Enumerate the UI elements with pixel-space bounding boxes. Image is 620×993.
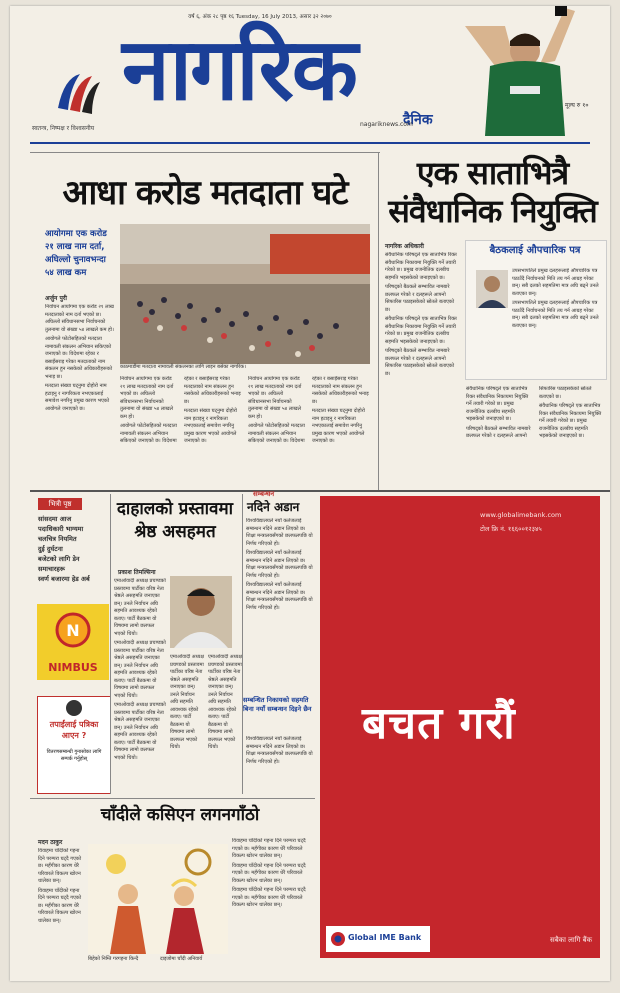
second-byline: नागरिक अधिकारी — [385, 243, 424, 250]
nimbus-logo-icon — [37, 604, 109, 654]
list-item: सांसदमा आज — [38, 515, 72, 523]
story4-headline: नदिने अडान — [247, 500, 300, 514]
lead-byline: अर्जुन पुरी — [45, 295, 67, 302]
rule — [30, 152, 380, 153]
bank-ad-slogan: बचत गरौं — [362, 698, 516, 749]
inside-pages-label: भित्री पृष्ठ — [38, 498, 82, 510]
cricketer-photo — [455, 6, 595, 136]
story4-kicker: सम्बन्धन — [253, 490, 275, 498]
feature-byline: मदन ठाकुर — [38, 839, 63, 846]
bank-ad-tagline: सबैका लागि बैंक — [550, 936, 593, 944]
bank-logo-icon — [329, 926, 347, 952]
delivery-icon — [38, 697, 110, 719]
nimbus-ad — [37, 604, 109, 680]
author-photo — [476, 270, 508, 308]
cartoon-caption-1: बिहेको निम्ति गरगहना किन्दै — [88, 956, 139, 962]
rule — [378, 152, 379, 492]
bank-ad-tel: टोल फ्रि नं. १६६००१२३४५ — [480, 525, 542, 533]
site-url: nagariknews.com — [360, 121, 413, 128]
opinion-body: उपसभापतिले प्रमुख दलहरूलाई औपचारिक पत्र पठाउँदै निर्वाचनको मिति तय गर्न आग्रह गरेका छन्। सबै दलको सहमतिमा मात्र अघि बढ्ने उनले बताएका छन्। उपसभापतिले प्रमुख दलहरूलाई औपचारिक पत्र पठाउँदै निर्वाचनको मिति तय गर्न आग्रह गरेका छन्। सबै दलको सहमतिमा मात्र अघि बढ्ने उनले बताएका छन्। — [512, 268, 599, 329]
masthead-rule — [30, 136, 590, 144]
delivery-ad-sub: वितरणसम्बन्धी गुनासोका लागि सम्पर्क गर्नुहोस् — [46, 749, 102, 762]
story4-body-end: विश्वविद्यालयले नयाँ कलेजलाई सम्बन्धन नदिने अडान लिएको छ। शिक्षा मन्त्रालयसँगको छलफलपछि यो निर्णय गरिएको हो। — [246, 736, 313, 765]
opinion-title: बैठकलाई औपचारिक पत्र — [489, 245, 581, 256]
second-headline: एक साताभित्रै संवैधानिक नियुक्ति — [388, 154, 597, 230]
feature-body-col1: विवाहमा चाँदीको गहना दिने परम्परा घट्दै गएको छ। महँगीका कारण धेरै परिवारले विकल्प खोज्न थालेका छन्। विवाहमा चाँदीको गहना दिने परम्परा घट्दै गएको छ। महँगीका कारण धेरै परिवारले विकल्प खोज्न थालेका छन्। — [38, 848, 81, 924]
nagarik-logo-icon — [50, 68, 102, 120]
bank-logo-text: Global IME Bank — [348, 933, 422, 942]
rule — [30, 798, 315, 799]
story4-body: विश्वविद्यालयले नयाँ कलेजलाई सम्बन्धन नदिने अडान लिएको छ। शिक्षा मन्त्रालयसँगको छलफलपछि यो निर्णय गरिएको हो। विश्वविद्यालयले नयाँ कलेजलाई सम्बन्धन नदिने अडान लिएको छ। शिक्षा मन्त्रालयसँगको छलफलपछि यो निर्णय गरिएको हो। विश्वविद्यालयले नयाँ कलेजलाई सम्बन्धन नदिने अडान लिएको छ। शिक्षा मन्त्रालयसँगको छलफलपछि यो निर्णय गरिएको हो। — [246, 518, 313, 611]
dateline: वर्ष ६, अंक २८ पृष्ठ १६ Tuesday, 16 July 2013, असार ३२ २०७० — [188, 14, 332, 20]
list-item: समाचारहरू — [38, 565, 65, 573]
story3-byline: प्रकाश तिमल्सिना — [118, 569, 156, 576]
story3-body-col1: एमाओवादी अध्यक्ष प्रचण्डको प्रस्तावमा पार्टीका वरिष्ठ नेता श्रेष्ठले असहमति जनाएका छन्। उनले निर्वाचन अघि सहमति आवश्यक रहेको बताए। पार्टी बैठकमा यो विषयमा लामो छलफल भएको थियो। एमाओवादी अध्यक्ष प्रचण्डको प्रस्तावमा पार्टीका वरिष्ठ नेता श्रेष्ठले असहमति जनाएका छन्। उनले निर्वाचन अघि सहमति आवश्यक रहेको बताए। पार्टी बैठकमा यो विषयमा लामो छलफल भएको थियो। एमाओवादी अध्यक्ष प्रचण्डको प्रस्तावमा पार्टीका वरिष्ठ नेता श्रेष्ठले असहमति जनाएका छन्। उनले निर्वाचन अघि सहमति आवश्यक रहेको बताए। पार्टी बैठकमा यो विषयमा लामो छलफल भएको थियो। — [114, 578, 166, 761]
list-item: चलचित्र नियमित — [38, 535, 77, 543]
lead-body-cols: निर्वाचन आयोगमा एक करोड २१ लाख मतदाताको नाम दर्ता भएको छ। अघिल्लो संविधानसभा निर्वाचनको तुलनामा यो संख्या ५४ लाखले कम हो। आयोगले फोटोसहितको मतदाता नामावली संकलन अभियान सकिएको जनाएको छ। विदेशमा रहेका र बसाइँसराइ गरेका मतदाताको नाम संकलन हुन नसकेको अधिकारीहरूको भनाइ छ। मतदाता संख्या घट्नुमा दोहोरो नाम हटाइनु र नागरिकता नभएकालाई समावेश नगरिनु प्रमुख कारण भएको आयोगले जनाएको छ। निर्वाचन आयोगमा एक करोड २१ लाख मतदाताको नाम दर्ता भएको छ। अघिल्लो संविधानसभा निर्वाचनको तुलनामा यो संख्या ५४ लाखले कम हो। आयोगले फोटोसहितको मतदाता नामावली संकलन अभियान सकिएको जनाएको छ। विदेशमा रहेका र बसाइँसराइ गरेका मतदाताको नाम संकलन हुन नसकेको अधिकारीहरूको भनाइ छ। मतदाता संख्या घट्नुमा दोहोरो नाम हटाइनु र नागरिकता नभएकालाई समावेश नगरिनु प्रमुख कारण भएको आयोगले जनाएको छ। — [120, 376, 369, 444]
feature-body-col2: विवाहमा चाँदीको गहना दिने परम्परा घट्दै गएको छ। महँगीका कारण धेरै परिवारले विकल्प खोज्न थालेका छन्। विवाहमा चाँदीको गहना दिने परम्परा घट्दै गएको छ। महँगीका कारण धेरै परिवारले विकल्प खोज्न थालेका छन्। विवाहमा चाँदीको गहना दिने परम्परा घट्दै गएको छ। महँगीका कारण धेरै परिवारले विकल्प खोज्न थालेका छन्। — [232, 838, 306, 908]
lead-body-col1: निर्वाचन आयोगमा एक करोड २१ लाख मतदाताको नाम दर्ता भएको छ। अघिल्लो संविधानसभा निर्वाचनको तुलनामा यो संख्या ५४ लाखले कम हो। आयोगले फोटोसहितको मतदाता नामावली संकलन अभियान सकिएको जनाएको छ। विदेशमा रहेका र बसाइँसराइ गरेका मतदाताको नाम संकलन हुन नसकेको अधिकारीहरूको भनाइ छ। मतदाता संख्या घट्नुमा दोहोरो नाम हटाइनु र नागरिकता नभएकालाई समावेश नगरिनु प्रमुख कारण भएको आयोगले जनाएको छ। — [45, 304, 114, 412]
masthead-slogan: स्वतन्त्र, निष्पक्ष र विश्वसनीय — [32, 125, 95, 132]
story3-headline: दाहालको प्रस्तावमा श्रेष्ठ असहमत — [116, 499, 234, 542]
second-body-col1: संवैधानिक परिषद्ले एक साताभित्र रिक्त संवैधानिक निकायमा नियुक्ति गर्ने तयारी गरेको छ। प्रमुख राजनीतिक दलबीच सहमति भइसकेको जनाइएको छ। परिषद्को बैठकले सम्भावित नामबारे छलफल गरेको र दलहरूले आफ्नो सिफारिस पठाइसकेको स्रोतले बताएको छ। संवैधानिक परिषद्ले एक साताभित्र रिक्त संवैधानिक निकायमा नियुक्ति गर्ने तयारी गरेको छ। प्रमुख राजनीतिक दलबीच सहमति भइसकेको जनाइएको छ। परिषद्को बैठकले सम्भावित नामबारे छलफल गरेको र दलहरूले आफ्नो सिफारिस पठाइसकेको स्रोतले बताएको छ। — [385, 252, 457, 377]
bank-ad-url: www.globalimebank.com — [480, 511, 562, 519]
masthead-title: नागरिक — [122, 19, 356, 120]
lead-headline: आधा करोड मतदाता घटे — [62, 173, 348, 213]
story3-body-cols: एमाओवादी अध्यक्ष प्रचण्डको प्रस्तावमा पार्टीका वरिष्ठ नेता श्रेष्ठले असहमति जनाएका छन्। उनले निर्वाचन अघि सहमति आवश्यक रहेको बताए। पार्टी बैठकमा यो विषयमा लामो छलफल भएको थियो। एमाओवादी अध्यक्ष प्रचण्डको प्रस्तावमा पार्टीका वरिष्ठ नेता श्रेष्ठले असहमति जनाएका छन्। उनले निर्वाचन अघि सहमति आवश्यक रहेको बताए। पार्टी बैठकमा यो विषयमा लामो छलफल भएको थियो। — [170, 654, 242, 750]
newspaper-page — [10, 6, 610, 981]
svg-text:N: N — [66, 621, 80, 640]
voters-queue-photo — [120, 224, 370, 364]
lead-deck: आयोगमा एक करोड २१ लाख नाम दर्ता, अघिल्लो चुनावभन्दा ५४ लाख कम — [45, 229, 107, 278]
cartoon-illustration — [88, 844, 228, 954]
list-item: पदाधिकारी भाग्यमा — [38, 525, 84, 533]
rule — [30, 490, 610, 492]
list-item: स्वर्ण बजारमा हेड अर्ब — [38, 575, 90, 583]
feature-headline: चाँदीले कसिएन लगनगाँठो — [100, 805, 260, 825]
lead-photo-caption: काठमाडौंमा मतदाता नामावली संकलनका लागि लाइन बसेका नागरिक। — [120, 364, 247, 370]
rule — [242, 494, 243, 794]
list-item: बजेटको लागि डेन — [38, 555, 80, 563]
delivery-ad-title: तपाईंलाई पत्रिका आएन ? — [49, 720, 99, 740]
price-label: मूल्य रु १० — [565, 102, 589, 109]
story4-pullquote: सम्बन्धित निकायको सहमति बिना नयाँ सम्बन्धन दिइने छैन — [243, 696, 312, 713]
nimbus-text: NIMBUS — [48, 661, 98, 674]
list-item: दुई दुर्घटना — [38, 545, 63, 553]
bank-logo — [326, 926, 430, 952]
cartoon-caption-2: दाइजोमा चाँदी अनिवार्य — [160, 956, 203, 962]
delivery-ad — [37, 696, 111, 794]
politician-photo — [170, 576, 232, 648]
second-body-cols: संवैधानिक परिषद्ले एक साताभित्र रिक्त संवैधानिक निकायमा नियुक्ति गर्ने तयारी गरेको छ। प्रमुख राजनीतिक दलबीच सहमति भइसकेको जनाइएको छ। परिषद्को बैठकले सम्भावित नामबारे छलफल गरेको र दलहरूले आफ्नो सिफारिस पठाइसकेको स्रोतले बताएको छ। संवैधानिक परिषद्ले एक साताभित्र रिक्त संवैधानिक निकायमा नियुक्ति गर्ने तयारी गरेको छ। प्रमुख राजनीतिक दलबीच सहमति भइसकेको जनाइएको छ। — [466, 386, 602, 439]
masthead-daily: दैनिक — [403, 112, 433, 128]
